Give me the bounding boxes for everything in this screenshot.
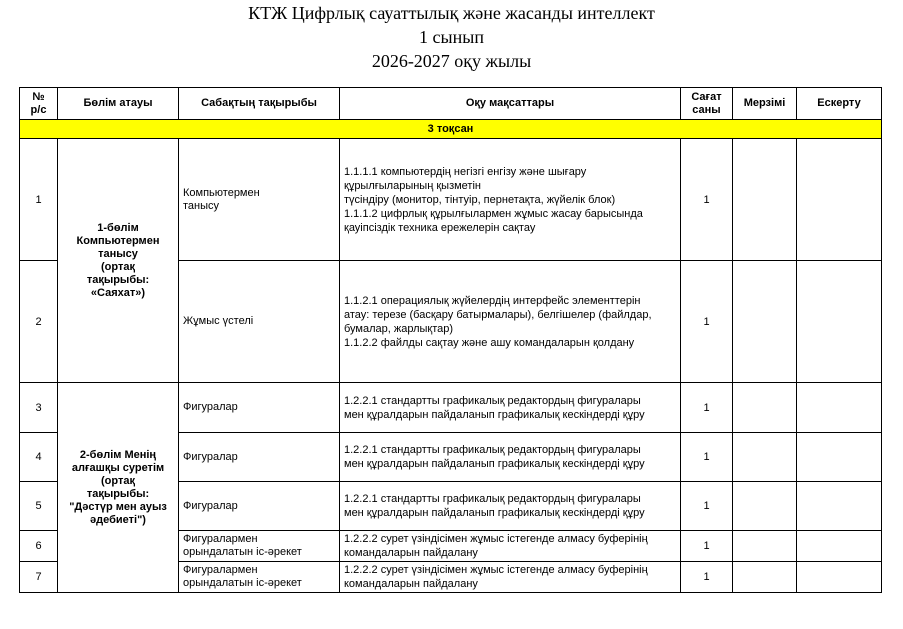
- lesson-topic: Фигуралар: [179, 482, 340, 531]
- hours-count: 1: [681, 562, 733, 593]
- hours-count: 1: [681, 139, 733, 261]
- header-hours: Сағат саны: [681, 88, 733, 120]
- note-cell: [797, 261, 882, 383]
- note-cell: [797, 383, 882, 433]
- lesson-topic: Фигуралармен орындалатын іс-әрекет: [179, 531, 340, 562]
- lesson-plan-table: [19, 87, 882, 593]
- row-number: 2: [20, 261, 58, 383]
- header-section: Бөлім атауы: [58, 88, 179, 120]
- date-cell: [733, 531, 797, 562]
- hours-count: 1: [681, 261, 733, 383]
- school-year: 2026-2027 оқу жылы: [371, 51, 532, 71]
- lesson-topic: Компьютермен танысу: [179, 139, 340, 261]
- note-cell: [797, 562, 882, 593]
- date-cell: [733, 139, 797, 261]
- section-title: 1-бөлім Компьютермен танысу (ортақ тақырыбы: «Саяхат»): [58, 139, 179, 383]
- grade-label: 1 сынып: [419, 27, 484, 47]
- date-cell: [733, 261, 797, 383]
- learning-objectives: 1.2.2.2 сурет үзіндісімен жұмыс істегенде алмасу буферінің командаларын пайдалану: [340, 531, 681, 562]
- header-objectives: Оқу мақсаттары: [340, 88, 681, 120]
- note-cell: [797, 139, 882, 261]
- note-cell: [797, 531, 882, 562]
- row-number: 6: [20, 531, 58, 562]
- learning-objectives: 1.2.2.1 стандартты графикалық редактордың фигуралары мен құралдарын пайдаланып графикалық кескіндерді құру: [340, 433, 681, 482]
- document-title: КТЖ Цифрлық сауаттылық және жасанды интеллект: [248, 3, 655, 23]
- learning-objectives: 1.2.2.1 стандартты графикалық редактордың фигуралары мен құралдарын пайдаланып графикалық кескіндерді құру: [340, 482, 681, 531]
- row-number: 7: [20, 562, 58, 593]
- lesson-topic: Фигуралар: [179, 433, 340, 482]
- section-title: 2-бөлім Менің алғашқы суретім (ортақ тақырыбы: "Дәстүр мен ауыз әдебиеті"): [58, 383, 179, 593]
- table-row: [20, 383, 882, 433]
- row-number: 3: [20, 383, 58, 433]
- lesson-topic: Фигуралармен орындалатын іс-әрекет: [179, 562, 340, 593]
- learning-objectives: 1.2.2.2 сурет үзіндісімен жұмыс істегенде алмасу буферінің командаларын пайдалану: [340, 562, 681, 593]
- hours-count: 1: [681, 383, 733, 433]
- quarter-label: 3 тоқсан: [20, 120, 882, 139]
- hours-count: 1: [681, 482, 733, 531]
- row-number: 1: [20, 139, 58, 261]
- quarter-row: [20, 120, 882, 139]
- header-number: № р/с: [20, 88, 58, 120]
- date-cell: [733, 433, 797, 482]
- header-note: Ескерту: [797, 88, 882, 120]
- note-cell: [797, 482, 882, 531]
- date-cell: [733, 482, 797, 531]
- header-row: [20, 88, 882, 120]
- note-cell: [797, 433, 882, 482]
- date-cell: [733, 562, 797, 593]
- learning-objectives: 1.1.1.1 компьютердің негізгі енгізу және шығару құрылғыларының қызметін түсіндіру (монитор, тінтуір, пернетақта, жүйелік блок) 1.1.1.2 цифрлық құрылғылармен жұмыс жасау барысында қауіпсіздік техника ережелерін сақтау: [340, 139, 681, 261]
- lesson-topic: Фигуралар: [179, 383, 340, 433]
- row-number: 4: [20, 433, 58, 482]
- learning-objectives: 1.2.2.1 стандартты графикалық редактордың фигуралары мен құралдарын пайдаланып графикалық кескіндерді құру: [340, 383, 681, 433]
- hours-count: 1: [681, 531, 733, 562]
- table-row: [20, 139, 882, 261]
- learning-objectives: 1.1.2.1 операциялық жүйелердің интерфейс элементтерін атау: терезе (басқару батырмалары), белгішелер (файлдар, бумалар, жарлықтар) 1.1.2.2 файлды сақтау және ашу командаларын қолдану: [340, 261, 681, 383]
- lesson-topic: Жұмыс үстелі: [179, 261, 340, 383]
- row-number: 5: [20, 482, 58, 531]
- header-topic: Сабақтың тақырыбы: [179, 88, 340, 120]
- date-cell: [733, 383, 797, 433]
- header-date: Мерзімі: [733, 88, 797, 120]
- hours-count: 1: [681, 433, 733, 482]
